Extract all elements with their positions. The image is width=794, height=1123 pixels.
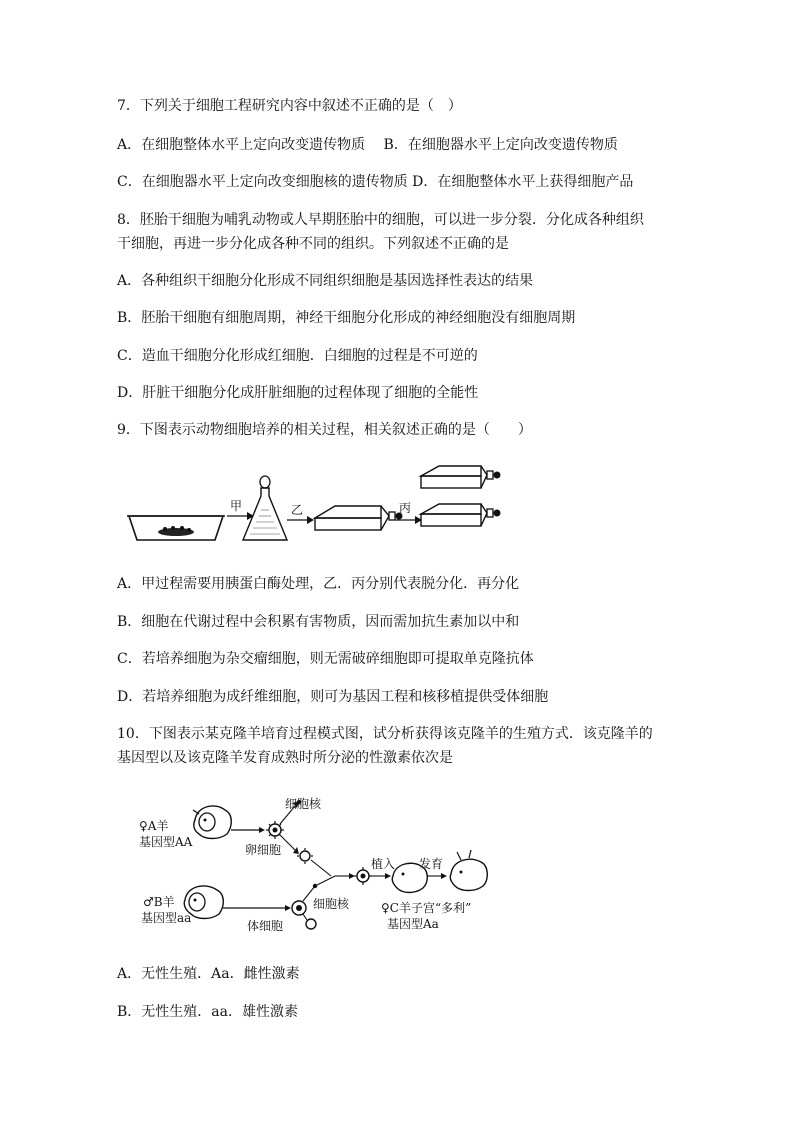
q9-option-a: A．甲过程需要用胰蛋白酶处理，乙．丙分别代表脱分化．再分化 — [117, 576, 520, 592]
label-yi: 乙 — [291, 503, 304, 517]
q10-stem-line2: 基因型以及该克隆羊发育成熟时所分泌的性激素依次是 — [117, 750, 453, 766]
develop-label: 发育 — [419, 857, 444, 871]
conical-flask-icon — [243, 476, 287, 540]
q10-option-a: A．无性生殖．Aa．雌性激素 — [117, 966, 300, 982]
genotype-upper-label: 基因型AA — [139, 835, 193, 849]
genotype-c-label: 基因型Aa — [387, 917, 439, 931]
q8-option-b: B．胚胎干细胞有细胞周期，神经干细胞分化形成的神经细胞没有细胞周期 — [117, 310, 576, 326]
body-cell-icon — [292, 901, 306, 915]
q9-option-b: B．细胞在代谢过程中会积累有害物质，因而需加抗生素加以中和 — [117, 614, 520, 630]
cloning-figure — [135, 790, 515, 940]
label-jia: 甲 — [230, 499, 243, 513]
reconstructed-egg-icon — [354, 867, 372, 885]
culture-bottle-icon — [421, 466, 501, 488]
sheep-c-label: ♀C羊子宫“多利” — [381, 901, 472, 915]
q8-option-d: D．肝脏干细胞分化成肝脏细胞的过程体现了细胞的全能性 — [117, 385, 479, 401]
sheep-a-icon — [193, 806, 231, 839]
culture-bottle-icon — [421, 504, 501, 526]
sheep-b-label: ♂B羊 — [143, 895, 175, 909]
genotype-lower-label: 基因型aa — [141, 911, 192, 925]
q10-stem-line1: 10．下图表示某克隆羊培育过程模式图，试分析获得该克隆羊的生殖方式．该克隆羊的 — [117, 726, 653, 742]
q9-option-d: D．若培养细胞为成纤维细胞，则可为基因工程和核移植提供受体细胞 — [117, 689, 549, 705]
q8-stem-line2: 干细胞，再进一步分化成各种不同的组织。下列叙述不正确的是 — [117, 236, 509, 252]
nucleus-mid-label: 细胞核 — [313, 897, 350, 911]
sheep-a-label: ♀A羊 — [139, 819, 169, 833]
q7-stem: 7．下列关于细胞工程研究内容中叙述不正确的是（ ） — [117, 98, 462, 114]
cell-culture-figure — [125, 460, 505, 560]
enucleated-egg-icon — [297, 848, 313, 864]
culture-dish-icon — [127, 516, 225, 540]
culture-bottle-icon — [315, 506, 403, 530]
body-cell-label: 体细胞 — [247, 919, 284, 933]
q8-option-a: A．各种组织干细胞分化形成不同组织细胞是基因选择性表达的结果 — [117, 273, 534, 289]
cloned-sheep-icon — [450, 850, 487, 891]
nucleus-top-label: 细胞核 — [285, 797, 322, 811]
q9-stem: 9．下图表示动物细胞培养的相关过程，相关叙述正确的是（ ） — [117, 422, 532, 438]
implant-label: 植入 — [371, 857, 396, 871]
label-bing: 丙 — [399, 501, 412, 515]
q8-stem-line1: 8．胚胎干细胞为哺乳动物或人早期胚胎中的细胞，可以进一步分裂．分化成各种组织 — [117, 212, 644, 228]
q8-option-c: C．造血干细胞分化形成红细胞．白细胞的过程是不可逆的 — [117, 348, 478, 364]
q7-options-cd: C．在细胞器水平上定向改变细胞核的遗传物质 D．在细胞整体水平上获得细胞产品 — [117, 174, 634, 190]
q9-option-c: C．若培养细胞为杂交瘤细胞，则无需破碎细胞即可提取单克隆抗体 — [117, 651, 534, 667]
egg-cell-label: 卵细胞 — [245, 843, 282, 857]
q7-options-ab: A．在细胞整体水平上定向改变遗传物质 B．在细胞器水平上定向改变遗传物质 — [117, 137, 618, 153]
q10-option-b: B．无性生殖．aa．雄性激素 — [117, 1004, 298, 1020]
